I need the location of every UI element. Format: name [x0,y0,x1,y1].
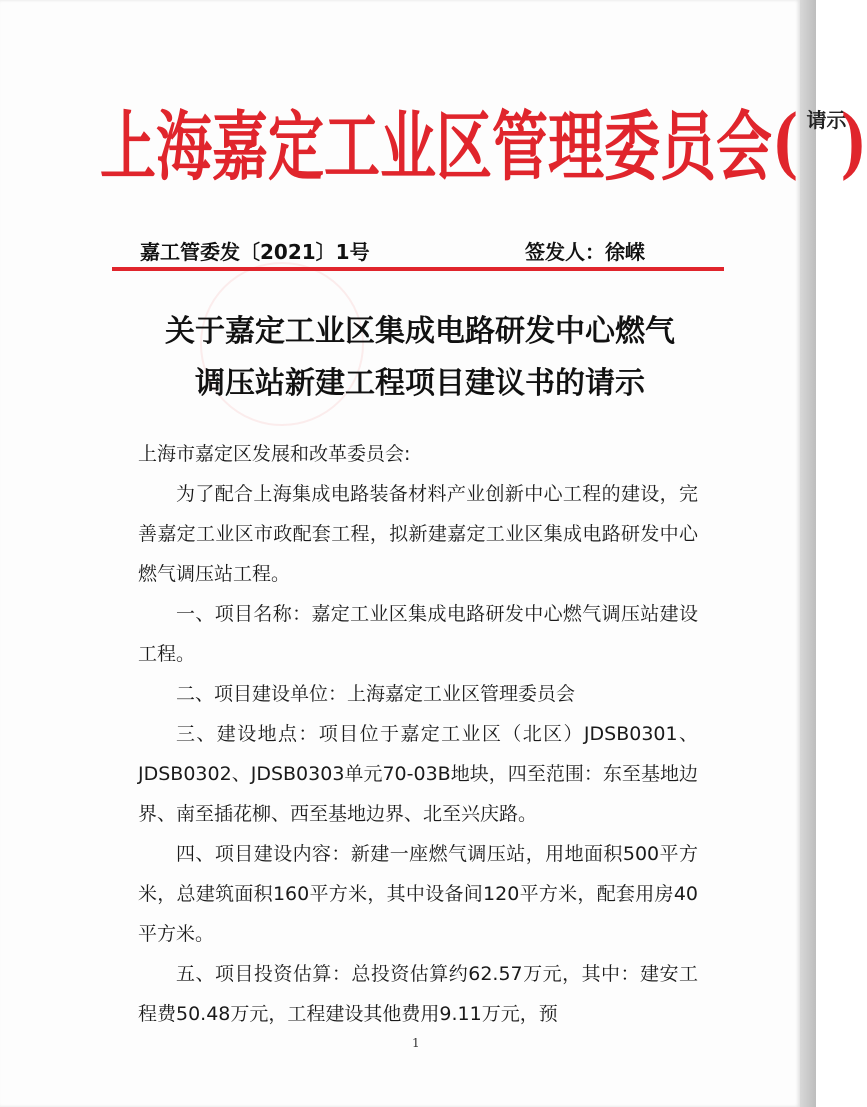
org-name: 上海嘉定工业区管理委员会 [100,102,772,192]
page-edge [800,0,816,1107]
paragraph: 五、项目投资估算：总投资估算约62.57万元，其中：建安工程费50.48万元，工程建设其他费用9.11万元，预 [138,963,698,1025]
paragraph: 三、建设地点：项目位于嘉定工业区（北区）JDSB0301、JDSB0302、JDSB0303单元70-03B地块，四至范围：东至基地边界、南至插花柳、西至基地边界、北至兴庆路。 [138,723,698,825]
paragraph: 为了配合上海集成电路装备材料产业创新中心工程的建设，完善嘉定工业区市政配套工程，拟新建嘉定工业区集成电路研发中心燃气调压站工程。 [138,483,698,585]
title-line-2: 调压站新建工程项目建议书的请示 [195,366,645,401]
paragraph: 一、项目名称：嘉定工业区集成电路研发中心燃气调压站建设工程。 [138,603,698,665]
document-title [100,306,740,410]
document-header [100,88,867,192]
doc-number: 嘉工管委发〔2021〕1号 [140,240,370,264]
doc-kind: 请示 [806,108,847,132]
signer-name: 徐嵘 [605,240,645,264]
signer-label: 签发人： [525,240,605,264]
signer [525,236,645,265]
paragraph: 二、项目建设单位：上海嘉定工业区管理委员会 [176,683,576,705]
document-body [138,434,698,1034]
red-divider [112,267,724,271]
page-number: 1 [412,1036,420,1050]
document-meta [140,236,700,266]
salutation: 上海市嘉定区发展和改革委员会: [138,443,411,465]
paragraph: 四、项目建设内容：新建一座燃气调压站，用地面积500平方米，总建筑面积160平方米，其中设备间120平方米，配套用房40平方米。 [138,843,698,945]
title-line-1: 关于嘉定工业区集成电路研发中心燃气 [165,314,675,349]
open-paren: ( [772,99,799,189]
close-paren: ) [840,99,867,189]
